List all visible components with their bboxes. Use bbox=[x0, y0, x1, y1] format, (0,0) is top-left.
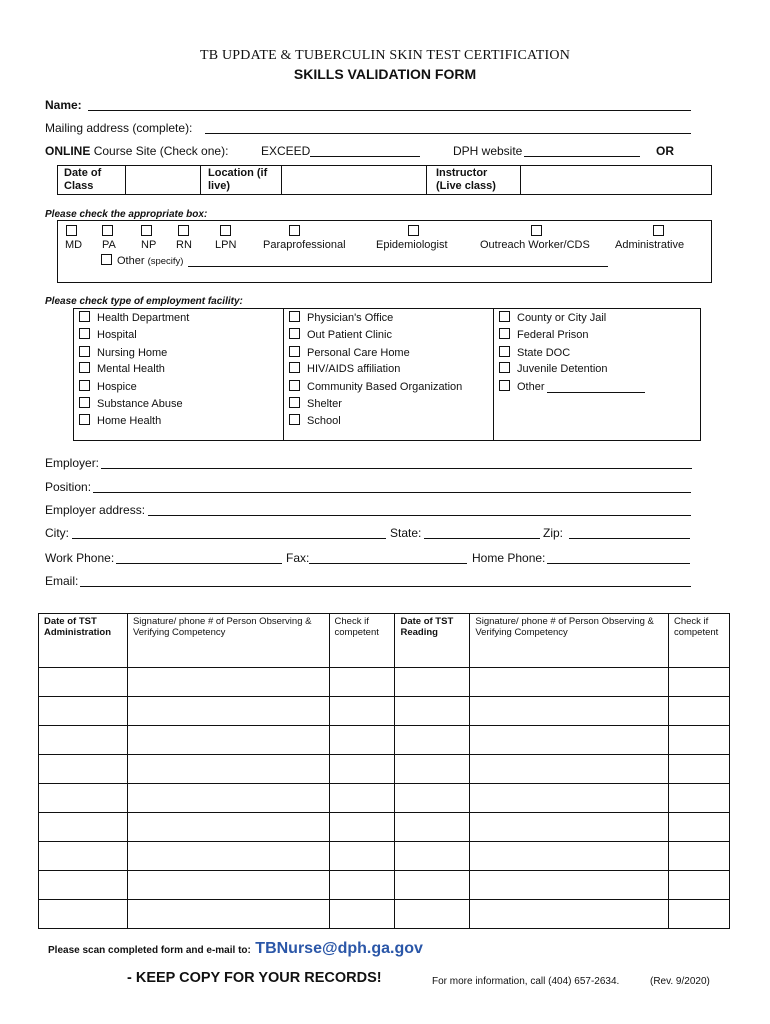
table-row bbox=[39, 697, 730, 726]
competent-cell[interactable] bbox=[668, 726, 729, 755]
competent-cell[interactable] bbox=[668, 755, 729, 784]
checkbox[interactable] bbox=[289, 380, 300, 391]
reading-date-cell[interactable] bbox=[395, 842, 470, 871]
fax-label: Fax: bbox=[286, 551, 310, 565]
zip-field[interactable] bbox=[569, 538, 690, 539]
facility-option[interactable] bbox=[499, 380, 545, 393]
facility-option[interactable] bbox=[79, 397, 183, 410]
competent-cell[interactable] bbox=[668, 900, 729, 929]
revision-date: (Rev. 9/2020) bbox=[650, 976, 710, 987]
admin-date-cell[interactable] bbox=[39, 900, 128, 929]
checkbox[interactable] bbox=[499, 362, 510, 373]
facility-option[interactable] bbox=[499, 328, 589, 341]
email-link[interactable]: TBNurse@dph.ga.gov bbox=[255, 940, 423, 957]
location-field[interactable] bbox=[283, 167, 424, 193]
table-row bbox=[39, 668, 730, 697]
competent-cell[interactable] bbox=[668, 813, 729, 842]
pa-label: PA bbox=[102, 239, 116, 251]
admin-date-cell[interactable] bbox=[39, 784, 128, 813]
credentials-box bbox=[57, 220, 712, 283]
position-label: Position: bbox=[45, 480, 92, 494]
other-label: Other bbox=[117, 255, 145, 267]
email-field[interactable] bbox=[80, 586, 691, 587]
competent-cell[interactable] bbox=[329, 755, 395, 784]
form-title: TB UPDATE & TUBERCULIN SKIN TEST CERTIFICATION bbox=[199, 48, 571, 63]
facility-label: County or City Jail bbox=[517, 312, 607, 324]
competent-cell[interactable] bbox=[668, 697, 729, 726]
signature-cell[interactable] bbox=[470, 697, 669, 726]
name-label: Name: bbox=[45, 98, 82, 112]
divider bbox=[426, 165, 427, 195]
or-label: OR bbox=[656, 144, 674, 158]
divider bbox=[200, 165, 201, 195]
date-of-class-label: Date of Class bbox=[64, 167, 102, 192]
signature-cell[interactable] bbox=[127, 871, 329, 900]
online-label: ONLINE bbox=[45, 144, 91, 158]
signature-cell[interactable] bbox=[127, 668, 329, 697]
facility-heading: Please check type of employment facility: bbox=[45, 296, 243, 307]
outreach-worker-checkbox[interactable] bbox=[531, 225, 542, 236]
signature-cell[interactable] bbox=[127, 842, 329, 871]
checkbox[interactable] bbox=[79, 397, 90, 408]
keep-copy-notice: - KEEP COPY FOR YOUR RECORDS! bbox=[127, 970, 382, 986]
reading-date-cell[interactable] bbox=[395, 813, 470, 842]
location-label: Location (if live) bbox=[208, 167, 268, 192]
zip-label: Zip: bbox=[543, 526, 564, 540]
mailing-address-label: Mailing address (complete): bbox=[45, 121, 193, 135]
divider bbox=[125, 165, 126, 195]
employer-field[interactable] bbox=[101, 468, 692, 469]
rn-label: RN bbox=[176, 239, 192, 251]
facility-label: Shelter bbox=[307, 398, 342, 410]
competent-cell[interactable] bbox=[668, 871, 729, 900]
reading-date-cell[interactable] bbox=[395, 726, 470, 755]
competent-cell[interactable] bbox=[329, 813, 395, 842]
epidemiologist-checkbox[interactable] bbox=[408, 225, 419, 236]
facility-label: Hospital bbox=[97, 329, 137, 341]
employer-address-field[interactable] bbox=[148, 515, 691, 516]
checkbox[interactable] bbox=[499, 380, 510, 391]
lpn-checkbox[interactable] bbox=[220, 225, 231, 236]
np-checkbox[interactable] bbox=[141, 225, 152, 236]
instructor-label: Instructor (Live class) bbox=[436, 167, 496, 192]
tst-table bbox=[38, 613, 730, 929]
facility-option[interactable] bbox=[79, 311, 189, 324]
email-label: Email: bbox=[45, 574, 79, 588]
md-label: MD bbox=[65, 239, 83, 251]
paraprofessional-checkbox[interactable] bbox=[289, 225, 300, 236]
facility-label: Nursing Home bbox=[97, 347, 168, 359]
dph-website-field[interactable] bbox=[524, 156, 640, 157]
tst-table-body bbox=[39, 668, 730, 929]
table-row bbox=[39, 842, 730, 871]
checkbox[interactable] bbox=[79, 362, 90, 373]
other-credential-field[interactable] bbox=[188, 266, 608, 267]
checkbox[interactable] bbox=[499, 346, 510, 357]
exceed-field[interactable] bbox=[310, 156, 420, 157]
facility-option[interactable] bbox=[79, 380, 137, 393]
facility-label: State DOC bbox=[517, 347, 571, 359]
employer-label: Employer: bbox=[45, 456, 100, 470]
competent-cell[interactable] bbox=[329, 900, 395, 929]
competent-cell[interactable] bbox=[329, 842, 395, 871]
administrative-checkbox[interactable] bbox=[653, 225, 664, 236]
facility-option[interactable] bbox=[499, 311, 606, 324]
competent-cell[interactable] bbox=[329, 668, 395, 697]
admin-date-cell[interactable] bbox=[39, 755, 128, 784]
facility-label: Out Patient Clinic bbox=[307, 329, 392, 341]
facility-option[interactable] bbox=[79, 328, 137, 341]
administrative-label: Administrative bbox=[615, 239, 685, 251]
facility-label: Substance Abuse bbox=[97, 398, 183, 410]
facility-option[interactable] bbox=[289, 328, 392, 341]
reading-date-cell[interactable] bbox=[395, 697, 470, 726]
other-credential-label bbox=[117, 255, 183, 267]
admin-date-cell[interactable] bbox=[39, 697, 128, 726]
signature-cell[interactable] bbox=[127, 784, 329, 813]
competent-cell[interactable] bbox=[668, 668, 729, 697]
instructor-field[interactable] bbox=[522, 167, 710, 193]
scan-text: Please scan completed form and e-mail to: bbox=[48, 945, 251, 956]
facility-option[interactable] bbox=[289, 311, 393, 324]
facility-option[interactable] bbox=[499, 346, 570, 359]
facility-label: Health Department bbox=[97, 312, 190, 324]
form-subtitle: SKILLS VALIDATION FORM bbox=[293, 66, 477, 82]
np-label: NP bbox=[141, 239, 157, 251]
divider bbox=[493, 308, 494, 441]
work-phone-field[interactable] bbox=[116, 563, 282, 564]
col-header-signature: Signature/ phone # of Person Observing & Verifying Competency bbox=[127, 614, 329, 668]
course-site-label: Course Site (Check one): bbox=[93, 144, 229, 158]
checkbox[interactable] bbox=[289, 346, 300, 357]
checkbox[interactable] bbox=[499, 311, 510, 322]
signature-cell[interactable] bbox=[127, 755, 329, 784]
rn-checkbox[interactable] bbox=[178, 225, 189, 236]
admin-date-cell[interactable] bbox=[39, 842, 128, 871]
exceed-label: EXCEED bbox=[261, 144, 311, 158]
facility-option[interactable] bbox=[289, 346, 410, 359]
city-field[interactable] bbox=[72, 538, 386, 539]
state-label: State: bbox=[390, 526, 422, 540]
admin-date-cell[interactable] bbox=[39, 871, 128, 900]
signature-cell[interactable] bbox=[470, 842, 669, 871]
lpn-label: LPN bbox=[215, 239, 237, 251]
work-phone-label: Work Phone: bbox=[45, 551, 115, 565]
table-row bbox=[39, 726, 730, 755]
table-row bbox=[39, 784, 730, 813]
home-phone-label: Home Phone: bbox=[472, 551, 546, 565]
table-row bbox=[39, 813, 730, 842]
facility-label: HIV/AIDS affiliation bbox=[307, 363, 401, 375]
position-field[interactable] bbox=[93, 492, 691, 493]
divider bbox=[283, 308, 284, 441]
checkbox[interactable] bbox=[289, 328, 300, 339]
employer-address-label: Employer address: bbox=[45, 503, 146, 517]
competent-cell[interactable] bbox=[668, 842, 729, 871]
other-facility-field[interactable] bbox=[547, 392, 645, 393]
admin-date-cell[interactable] bbox=[39, 813, 128, 842]
facility-option[interactable] bbox=[499, 362, 608, 375]
home-phone-field[interactable] bbox=[547, 563, 690, 564]
checkbox[interactable] bbox=[289, 414, 300, 425]
table-row bbox=[39, 871, 730, 900]
md-checkbox[interactable] bbox=[66, 225, 77, 236]
signature-cell[interactable] bbox=[470, 726, 669, 755]
checkbox[interactable] bbox=[79, 414, 90, 425]
facility-option[interactable] bbox=[289, 362, 400, 375]
reading-date-cell[interactable] bbox=[395, 784, 470, 813]
col-header-competent: Check if competent bbox=[668, 614, 729, 668]
reading-date-cell[interactable] bbox=[395, 668, 470, 697]
name-field[interactable] bbox=[88, 110, 691, 111]
facility-label: Personal Care Home bbox=[307, 347, 410, 359]
col-header-signature: Signature/ phone # of Person Observing & Verifying Competency bbox=[470, 614, 669, 668]
competent-cell[interactable] bbox=[329, 871, 395, 900]
credentials-heading: Please check the appropriate box: bbox=[45, 209, 208, 220]
paraprofessional-label: Paraprofessional bbox=[263, 239, 346, 251]
signature-cell[interactable] bbox=[127, 900, 329, 929]
admin-date-cell[interactable] bbox=[39, 668, 128, 697]
signature-cell[interactable] bbox=[470, 755, 669, 784]
pa-checkbox[interactable] bbox=[102, 225, 113, 236]
signature-cell[interactable] bbox=[127, 813, 329, 842]
admin-date-cell[interactable] bbox=[39, 726, 128, 755]
facility-label: Mental Health bbox=[97, 363, 165, 375]
facility-option[interactable] bbox=[289, 414, 341, 427]
signature-cell[interactable] bbox=[470, 900, 669, 929]
divider bbox=[520, 165, 521, 195]
checkbox[interactable] bbox=[289, 311, 300, 322]
facility-label: School bbox=[307, 415, 341, 427]
date-of-class-field[interactable] bbox=[127, 167, 198, 193]
checkbox[interactable] bbox=[79, 380, 90, 391]
facility-label: Other bbox=[517, 381, 545, 393]
col-header-reading-date: Date of TST Reading bbox=[395, 614, 470, 668]
facility-label: Physician's Office bbox=[307, 312, 394, 324]
table-row bbox=[39, 900, 730, 929]
competent-cell[interactable] bbox=[329, 697, 395, 726]
table-row bbox=[39, 755, 730, 784]
facility-option[interactable] bbox=[79, 414, 161, 427]
col-header-admin-date: Date of TST Administration bbox=[39, 614, 128, 668]
signature-cell[interactable] bbox=[127, 697, 329, 726]
specify-label: (specify) bbox=[147, 256, 184, 267]
competent-cell[interactable] bbox=[329, 784, 395, 813]
state-field[interactable] bbox=[424, 538, 540, 539]
info-phone: For more information, call (404) 657-2634. bbox=[432, 976, 620, 987]
reading-date-cell[interactable] bbox=[395, 755, 470, 784]
outreach-worker-label: Outreach Worker/CDS bbox=[480, 239, 590, 251]
facility-label: Hospice bbox=[97, 381, 137, 393]
checkbox[interactable] bbox=[79, 328, 90, 339]
signature-cell[interactable] bbox=[470, 871, 669, 900]
facility-option[interactable] bbox=[289, 397, 342, 410]
facility-option[interactable] bbox=[79, 346, 167, 359]
divider bbox=[281, 165, 282, 195]
dph-website-label: DPH website bbox=[453, 144, 523, 158]
signature-cell[interactable] bbox=[127, 726, 329, 755]
signature-cell[interactable] bbox=[470, 813, 669, 842]
competent-cell[interactable] bbox=[329, 726, 395, 755]
checkbox[interactable] bbox=[289, 397, 300, 408]
competent-cell[interactable] bbox=[668, 784, 729, 813]
signature-cell[interactable] bbox=[470, 668, 669, 697]
checkbox[interactable] bbox=[289, 362, 300, 373]
checkbox[interactable] bbox=[79, 346, 90, 357]
facility-label: Juvenile Detention bbox=[517, 363, 608, 375]
facility-label: Home Health bbox=[97, 415, 162, 427]
scan-instructions bbox=[48, 940, 423, 958]
reading-date-cell[interactable] bbox=[395, 871, 470, 900]
checkbox[interactable] bbox=[499, 328, 510, 339]
col-header-competent: Check if competent bbox=[329, 614, 395, 668]
mailing-address-field[interactable] bbox=[205, 133, 691, 134]
facility-label: Federal Prison bbox=[517, 329, 589, 341]
online-course-label bbox=[45, 144, 228, 158]
facility-option[interactable] bbox=[79, 362, 165, 375]
epidemiologist-label: Epidemiologist bbox=[376, 239, 448, 251]
checkbox[interactable] bbox=[79, 311, 90, 322]
fax-field[interactable] bbox=[309, 563, 467, 564]
city-label: City: bbox=[45, 526, 69, 540]
signature-cell[interactable] bbox=[470, 784, 669, 813]
table-header-row bbox=[39, 614, 730, 668]
other-credential-checkbox[interactable] bbox=[101, 254, 112, 265]
facility-label: Community Based Organization bbox=[307, 381, 463, 393]
facility-option[interactable] bbox=[289, 380, 462, 393]
reading-date-cell[interactable] bbox=[395, 900, 470, 929]
